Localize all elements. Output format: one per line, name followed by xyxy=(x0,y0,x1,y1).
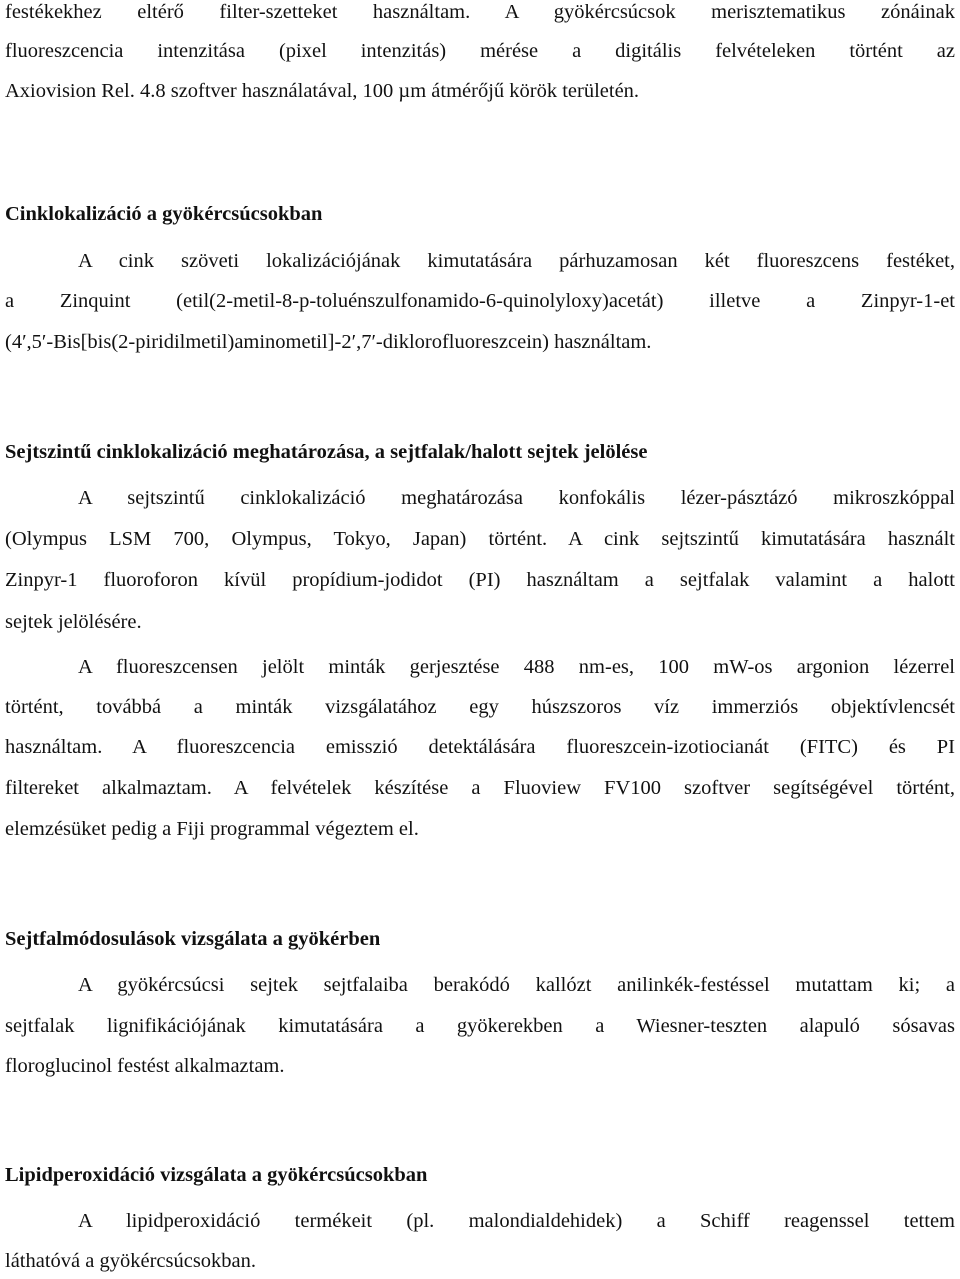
text-line: elemzésüket pedig a Fiji programmal végeztem el. xyxy=(5,818,419,840)
text-line: Axiovision Rel. 4.8 szoftver használatával, 100 µm átmérőjű körök területén. xyxy=(5,80,640,102)
text-line: A fluoreszcensen jelölt minták gerjesztése 488 nm-es, 100 mW-os argonion lézerrel xyxy=(78,656,955,678)
text-line: fluoreszcencia intenzitása (pixel intenzitás) mérése a digitális felvételeken történt az xyxy=(5,40,955,62)
text-line: festékekhez eltérő filter-szetteket használtam. A gyökércsúcsok merisztematikus zónáinak xyxy=(5,1,955,23)
section-heading: Sejtfalmódosulások vizsgálata a gyökérben xyxy=(5,928,381,950)
text-line: (Olympus LSM 700, Olympus, Tokyo, Japan) történt. A cink sejtszintű kimutatására használt xyxy=(5,528,955,550)
section-heading: Lipidperoxidáció vizsgálata a gyökércsúcsokban xyxy=(5,1164,428,1186)
text-line: A gyökércsúcsi sejtek sejtfalaiba berakódó kallózt anilinkék-festéssel mutattam ki; a xyxy=(78,974,955,996)
text-line: A sejtszintű cinklokalizáció meghatározása konfokális lézer-pásztázó mikroszkóppal xyxy=(78,487,955,509)
section-heading: Cinklokalizáció a gyökércsúcsokban xyxy=(5,203,323,225)
text-line: történt, továbbá a minták vizsgálatához egy húszszoros víz immerziós objektívlencsét xyxy=(5,696,955,718)
text-line: láthatóvá a gyökércsúcsokban. xyxy=(5,1250,257,1272)
text-line: a Zinquint (etil(2-metil-8-p-toluénszulfonamido-6-quinolyloxy)acetát) illetve a Zinpyr-1-et xyxy=(5,290,955,312)
text-line: A lipidperoxidáció termékeit (pl. malondialdehidek) a Schiff reagenssel tettem xyxy=(78,1210,955,1232)
text-line: A cink szöveti lokalizációjának kimutatására párhuzamosan két fluoreszcens festéket, xyxy=(78,250,955,272)
text-line: sejtek jelölésére. xyxy=(5,611,142,633)
text-line: floroglucinol festést alkalmaztam. xyxy=(5,1055,285,1077)
text-line: Zinpyr-1 fluoroforon kívül propídium-jodidot (PI) használtam a sejtfalak valamint a halott xyxy=(5,569,955,591)
section-heading: Sejtszintű cinklokalizáció meghatározása, a sejtfalak/halott sejtek jelölése xyxy=(5,441,648,463)
text-line: sejtfalak lignifikációjának kimutatására a gyökerekben a Wiesner-teszten alapuló sósavas xyxy=(5,1015,955,1037)
text-line: használtam. A fluoreszcencia emisszió detektálására fluoreszcein-izotiocianát (FITC) és PI xyxy=(5,736,955,758)
text-line: (4′,5′-Bis[bis(2-piridilmetil)aminometil]-2′,7′-diklorofluoreszcein) használtam. xyxy=(5,331,652,353)
text-line: filtereket alkalmaztam. A felvételek készítése a Fluoview FV100 szoftver segítségével történt, xyxy=(5,777,955,799)
